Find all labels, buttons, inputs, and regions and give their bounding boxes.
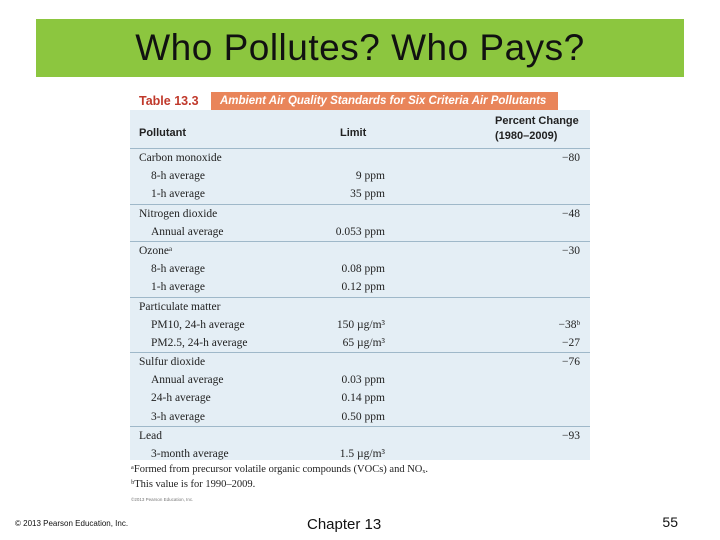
pollutant-name: Nitrogen dioxide: [139, 207, 218, 220]
header-limit: Limit: [340, 127, 367, 139]
percent-change: −27: [562, 336, 580, 349]
averaging-period: Annual average: [151, 374, 224, 387]
standard-row: [130, 185, 590, 203]
table-footnotes: [130, 462, 590, 507]
footnote-a: ᵃFormed from precursor volatile organic compounds (VOCs) and NOₓ.: [131, 464, 429, 475]
standard-row: [130, 408, 590, 426]
standard-row: [130, 316, 590, 334]
averaging-period: Annual average: [151, 225, 224, 238]
pollutant-name: Carbon monoxide: [139, 152, 222, 164]
pollutant-row: [130, 427, 590, 445]
percent-change: −38ᵇ: [558, 318, 580, 331]
table-body: [130, 110, 590, 460]
percent-change: −76: [562, 356, 580, 369]
limit-value: 0.053 ppm: [335, 225, 385, 238]
pollutant-group: [130, 427, 590, 463]
pollutant-row: [130, 205, 590, 223]
pollutant-group: [130, 242, 590, 298]
limit-value: 0.12 ppm: [341, 281, 385, 294]
limit-value: 0.14 ppm: [341, 392, 385, 405]
header-percent-change: [495, 114, 579, 144]
standard-row: [130, 371, 590, 389]
percent-change: −93: [562, 429, 580, 442]
averaging-period: 3-h average: [151, 410, 205, 423]
header-percent-change-line1: Percent Change: [495, 115, 579, 127]
standard-row: [130, 223, 590, 241]
pollutant-group: [130, 353, 590, 427]
percent-change: −80: [562, 152, 580, 164]
header-percent-change-line2: (1980–2009): [495, 130, 558, 142]
pollutant-row: [130, 242, 590, 260]
pollutant-row: [130, 353, 590, 371]
air-quality-table: [130, 92, 590, 507]
header-pollutant: Pollutant: [139, 127, 187, 139]
pollutant-row: [130, 149, 590, 167]
pollutant-group: [130, 298, 590, 354]
averaging-period: 8-h average: [151, 170, 205, 183]
footnote-b: ᵇThis value is for 1990–2009.: [131, 479, 256, 490]
limit-value: 0.03 ppm: [341, 374, 385, 387]
pollutant-group: [130, 149, 590, 205]
percent-change: −48: [562, 207, 580, 220]
standard-row: [130, 167, 590, 185]
pollutant-name: Sulfur dioxide: [139, 356, 206, 369]
pollutant-name: Ozoneᵃ: [139, 244, 173, 257]
pollutant-group: [130, 205, 590, 242]
limit-value: 0.50 ppm: [341, 410, 385, 423]
slide-title: Who Pollutes? Who Pays?: [135, 27, 585, 68]
standard-row: [130, 389, 590, 407]
page-number: 55: [662, 514, 678, 530]
averaging-period: 1-h average: [151, 188, 205, 201]
pollutant-name: Lead: [139, 429, 162, 442]
limit-value: 9 ppm: [355, 170, 385, 183]
standard-row: [130, 445, 590, 463]
limit-value: 150 µg/m³: [336, 318, 385, 331]
pollutant-name: Particulate matter: [139, 300, 221, 313]
table-credit: ©2013 Pearson Education, Inc.: [131, 497, 194, 502]
averaging-period: 1-h average: [151, 281, 205, 294]
copyright-notice: © 2013 Pearson Education, Inc.: [15, 519, 129, 528]
column-headers: [130, 110, 590, 149]
pollutant-row: [130, 298, 590, 316]
standard-row: [130, 278, 590, 296]
averaging-period: 24-h average: [151, 392, 211, 405]
averaging-period: PM2.5, 24-h average: [151, 336, 248, 349]
limit-value: 35 ppm: [350, 188, 385, 201]
pollutant-groups: [130, 149, 590, 463]
averaging-period: PM10, 24-h average: [151, 318, 245, 331]
standard-row: [130, 260, 590, 278]
averaging-period: 8-h average: [151, 263, 205, 276]
table-number: Table 13.3: [139, 94, 199, 108]
standard-row: [130, 334, 590, 352]
slide-title-bar: [36, 19, 684, 77]
limit-value: 1.5 µg/m³: [339, 448, 385, 460]
percent-change: −30: [562, 244, 580, 257]
limit-value: 0.08 ppm: [341, 263, 385, 276]
table-header: [130, 92, 590, 110]
table-caption: Ambient Air Quality Standards for Six Criteria Air Pollutants: [211, 92, 558, 110]
averaging-period: 3-month average: [151, 448, 229, 460]
chapter-label: Chapter 13: [307, 516, 382, 533]
limit-value: 65 µg/m³: [342, 336, 385, 349]
